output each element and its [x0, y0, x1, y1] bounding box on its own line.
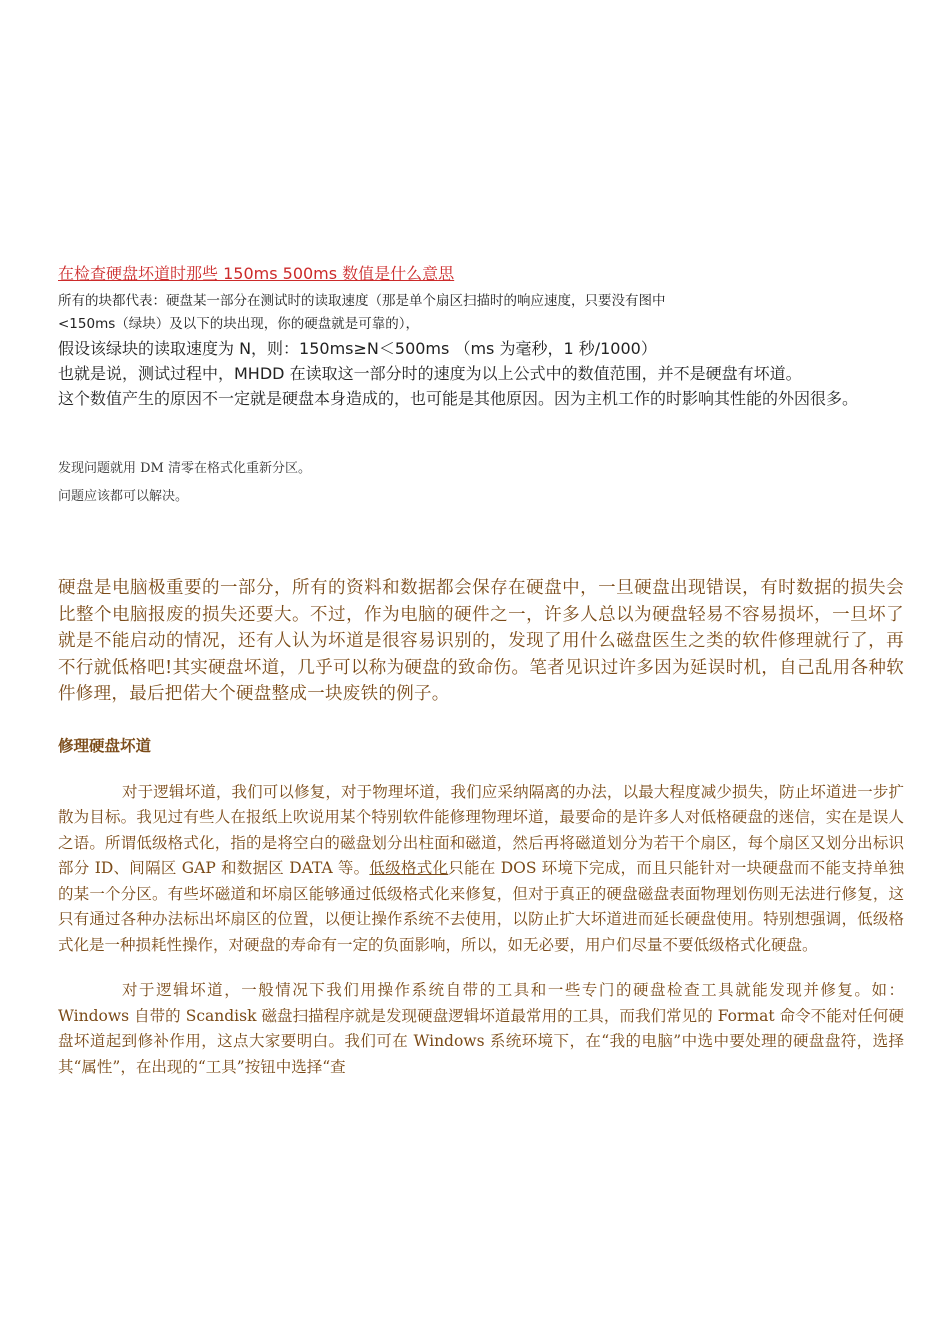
low-level-format-link[interactable]: 低级格式化	[369, 859, 449, 877]
repair-paragraph-1-text-b: 只能在 DOS 环境下完成，而且只能针对一块硬盘而不能支持单独的某一个分区。有些坏磁道和坏扇区能够通过低级格式化来修复，但对于真正的硬盘磁盘表面物理划伤则无法进行修复，这只有通过各种办法标出坏扇区的位置，以便让操作系统不去使用，以防止扩大坏道进而延长硬盘使用。特别想强调，低级格式化是一种损耗性操作，对硬盘的寿命有一定的负面影响，所以，如无必要，用户们尽量不要低级格式化硬盘。	[58, 859, 904, 954]
section-heading-repair: 修理硬盘坏道	[58, 736, 152, 755]
answer-line-1: 所有的块都代表：硬盘某一部分在测试时的读取速度（那是单个扇区扫描时的响应速度，只要没有图中	[58, 293, 666, 309]
answer-formula-line: 假设该绿块的读取速度为 N，则：150ms≥N＜500ms （ms 为毫秒，1 秒/1000）	[58, 339, 657, 358]
answer-paragraph-2: 这个数值产生的原因不一定就是硬盘本身造成的，也可能是其他原因。因为主机工作的时影响其性能的外因很多。	[58, 389, 859, 408]
solution-line-1: 发现问题就用 DM 清零在格式化重新分区。	[58, 461, 311, 476]
repair-paragraph-2: 对于逻辑坏道，一般情况下我们用操作系统自带的工具和一些专门的硬盘检查工具就能发现并修复。如：Windows 自带的 Scandisk 磁盘扫描程序就是发现硬盘逻辑坏道最常用的工具，而我们常见的 Format 命令不能对任何硬盘坏道起到修补作用，这点大家要明白。我们可在 Windows 系统环境下，在“我的电脑”中选中要处理的硬盘盘符，选择其“属性”，在出现的“工具”按钮中选择“查	[58, 981, 904, 1076]
answer-section	[58, 290, 904, 411]
answer-paragraph-1: 也就是说，测试过程中，MHDD 在读取这一部分时的速度为以上公式中的数值范围，并不是硬盘有坏道。	[58, 364, 802, 383]
answer-line-2: <150ms（绿块）及以下的块出现，你的硬盘就是可靠的），	[58, 316, 420, 332]
repair-paragraph-1	[58, 780, 904, 959]
repair-paragraph-1-text-a: 对于逻辑坏道，我们可以修复，对于物理坏道，我们应采纳隔离的办法，以最大程度减少损失，防止坏道进一步扩散为目标。我见过有些人在报纸上吹说用某个特别软件能修理物理坏道，最要命的是许多人对低格硬盘的迷信，实在是误人之语。所谓低级格式化，指的是将空白的磁盘划分出柱面和磁道，然后再将磁道划分为若干个扇区，每个扇区又划分出标识部分 ID、间隔区 GAP 和数据区 DATA 等。	[58, 782, 904, 877]
intro-paragraph: 硬盘是电脑极重要的一部分，所有的资料和数据都会保存在硬盘中，一旦硬盘出现错误，有时数据的损失会比整个电脑报废的损失还要大。不过，作为电脑的硬件之一，许多人总以为硬盘轻易不容易损坏，一旦坏了就是不能启动的情况，还有人认为坏道是很容易识别的，发现了用什么磁盘医生之类的软件修理就行了，再不行就低格吧!其实硬盘坏道，几乎可以称为硬盘的致命伤。笔者见识过许多因为延误时机，自己乱用各种软件修理，最后把偌大个硬盘整成一块废铁的例子。	[58, 578, 904, 704]
article-title-link[interactable]: 在检查硬盘坏道时那些 150ms 500ms 数值是什么意思	[58, 264, 455, 283]
document-page	[58, 262, 904, 1080]
solution-section	[58, 455, 904, 511]
solution-line-2: 问题应该都可以解决。	[58, 489, 189, 504]
